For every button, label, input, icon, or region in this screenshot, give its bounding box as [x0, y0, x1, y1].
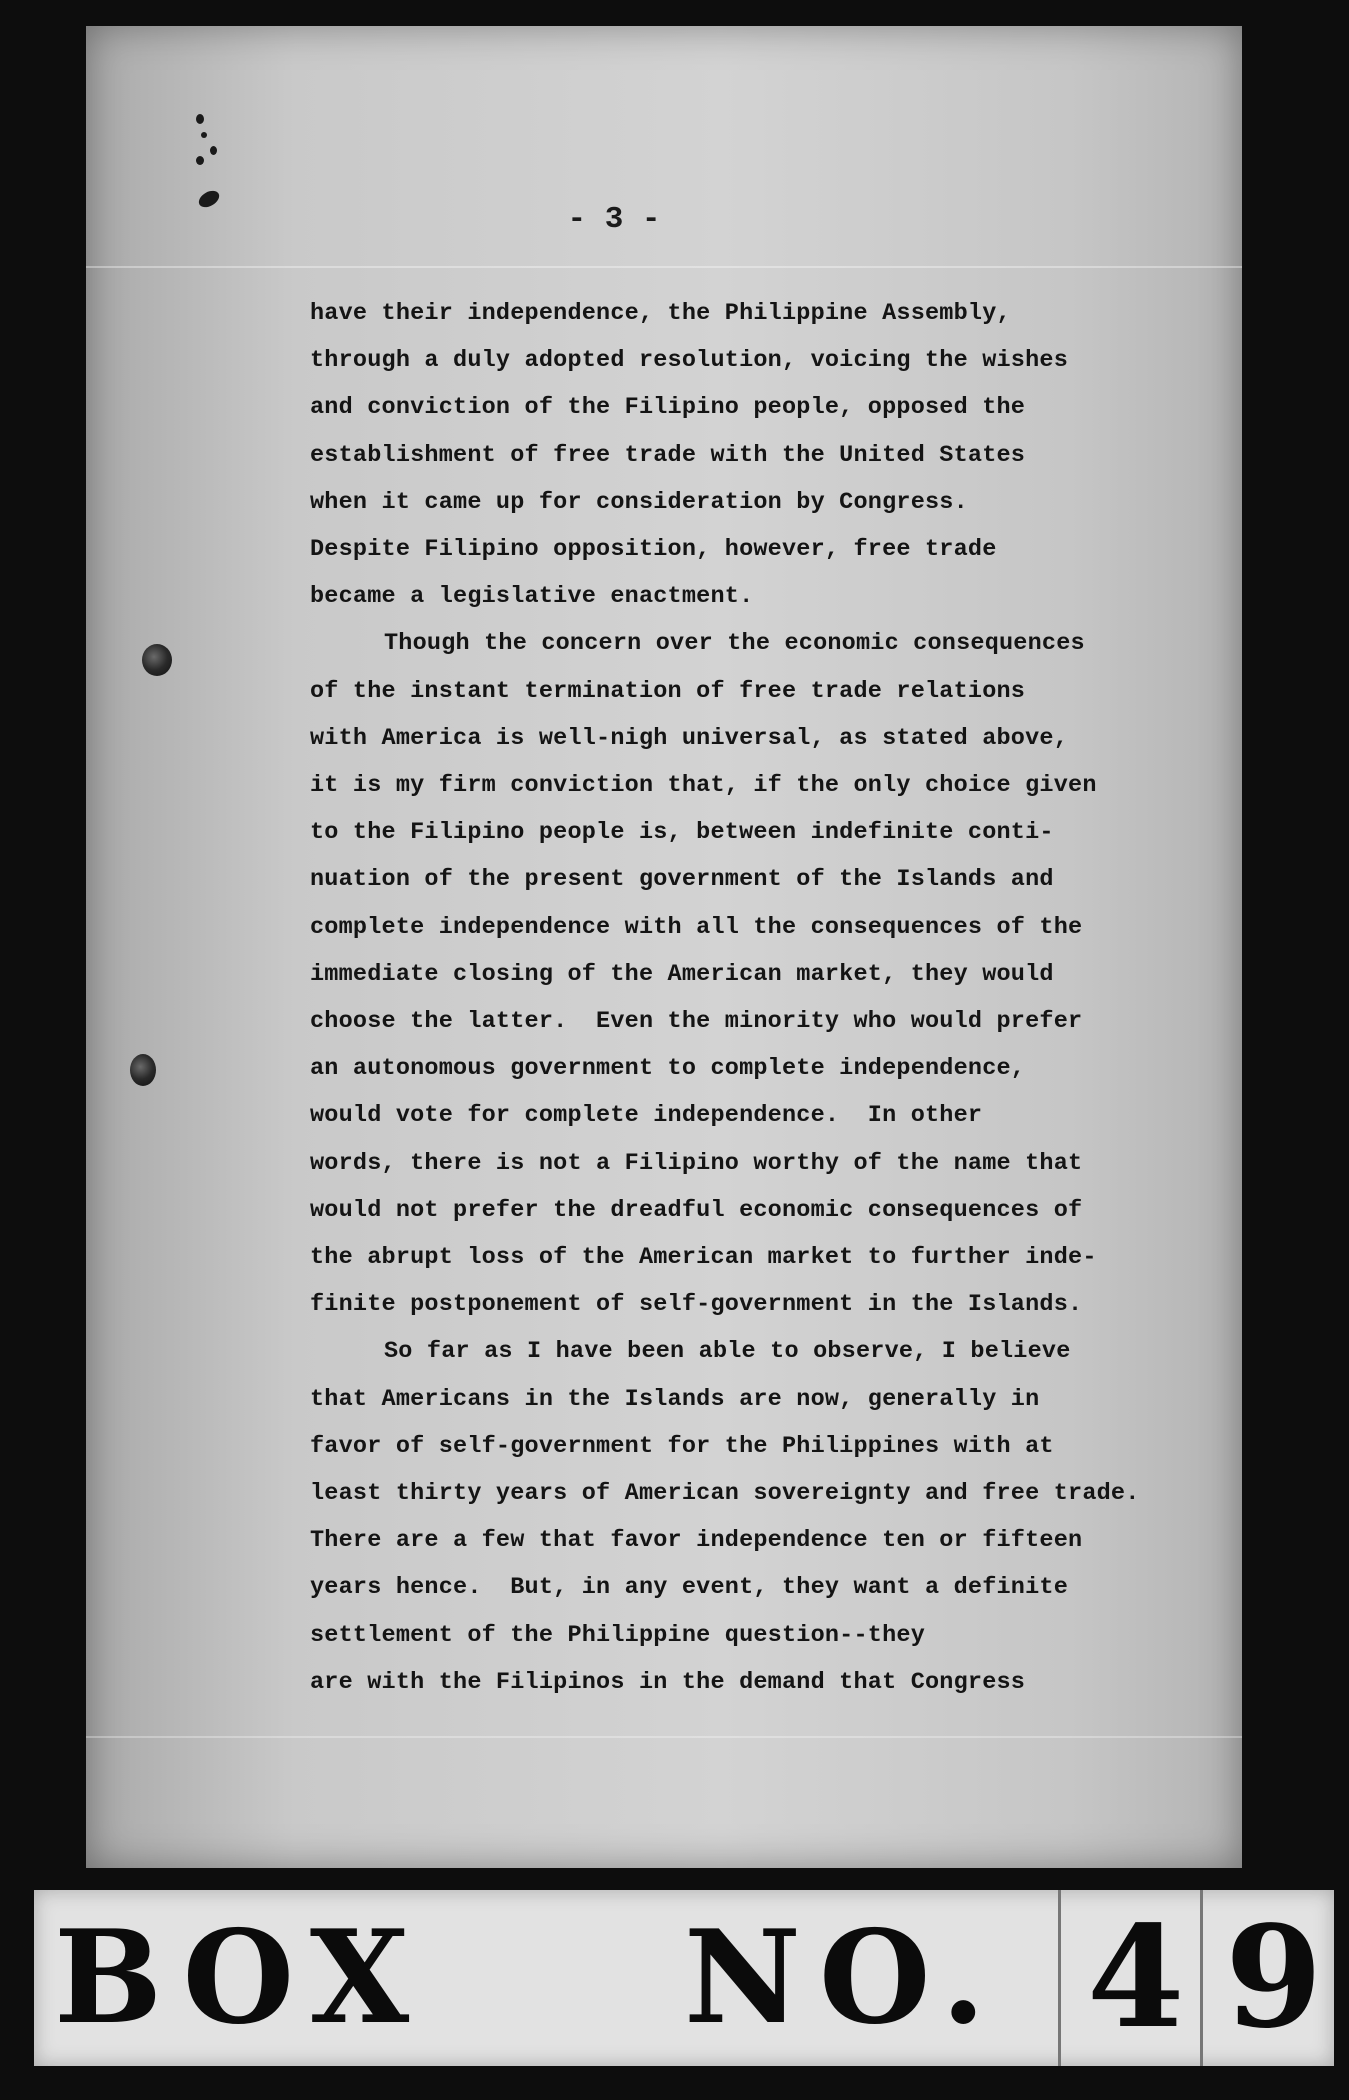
text-line: establishment of free trade with the United States	[310, 441, 1026, 469]
text-line: settlement of the Philippine question--they	[310, 1621, 925, 1649]
text-line: There are a few that favor independence ten or fifteen	[310, 1527, 1083, 1555]
text-line: finite postponement of self-government in the Islands.	[310, 1291, 1083, 1319]
text-line: choose the latter. Even the minority who would prefer	[310, 1008, 1083, 1036]
text-line: with America is well-nigh universal, as stated above,	[310, 724, 1069, 752]
text-line: it is my firm conviction that, if the only choice given	[310, 772, 1097, 800]
ink-speck	[196, 114, 204, 124]
box-no-text: NO.	[684, 1903, 1004, 2053]
text-line: are with the Filipinos in the demand that Congress	[310, 1668, 1026, 1696]
text-line: least thirty years of American sovereignty and free trade.	[310, 1480, 1140, 1508]
text-line: Though the concern over the economic consequences	[384, 630, 1085, 658]
text-line: complete independence with all the consequences of the	[310, 913, 1083, 941]
text-line: to the Filipino people is, between indefinite conti-	[310, 819, 1054, 847]
text-line: that Americans in the Islands are now, generally in	[310, 1385, 1040, 1413]
text-line: So far as I have been able to observe, I believe	[384, 1338, 1071, 1366]
punch-hole-top	[142, 644, 172, 676]
text-line: when it came up for consideration by Congress.	[310, 488, 968, 516]
digit-cell	[1200, 1890, 1333, 2066]
text-line: became a legislative enactment.	[310, 583, 754, 611]
text-line: years hence. But, in any event, they want a definite	[310, 1574, 1069, 1602]
text-line: an autonomous government to complete independence,	[310, 1055, 1026, 1083]
text-line: of the instant termination of free trade relations	[310, 677, 1026, 705]
body-text	[310, 290, 1210, 1706]
text-line: Despite Filipino opposition, however, free trade	[310, 536, 997, 564]
ink-speck	[196, 156, 204, 165]
page-number: - 3 -	[567, 202, 661, 237]
text-line: would not prefer the dreadful economic consequences of	[310, 1196, 1083, 1224]
text-line: favor of self-government for the Philippines with at	[310, 1432, 1054, 1460]
ink-speck	[210, 146, 217, 155]
text-line: immediate closing of the American market, they would	[310, 960, 1054, 988]
box-digit: 4	[1087, 1896, 1185, 2060]
digit-cell	[1058, 1890, 1201, 2066]
text-line: have their independence, the Philippine Assembly,	[310, 300, 1011, 327]
text-line: nuation of the present government of the Islands and	[310, 866, 1054, 894]
punch-hole-bottom	[130, 1054, 156, 1086]
text-line: the abrupt loss of the American market to further inde-	[310, 1244, 1097, 1272]
box-label-text: BOX	[54, 1903, 428, 2053]
ink-speck	[201, 132, 207, 138]
text-line: and conviction of the Filipino people, opposed the	[310, 394, 1026, 422]
document-page	[86, 26, 1242, 1868]
text-line: through a duly adopted resolution, voicing the wishes	[310, 347, 1069, 375]
box-digit: 9	[1225, 1896, 1323, 2060]
text-line: would vote for complete independence. In other	[310, 1102, 983, 1130]
box-number-label	[34, 1890, 1334, 2066]
text-line: words, there is not a Filipino worthy of the name that	[310, 1149, 1083, 1177]
